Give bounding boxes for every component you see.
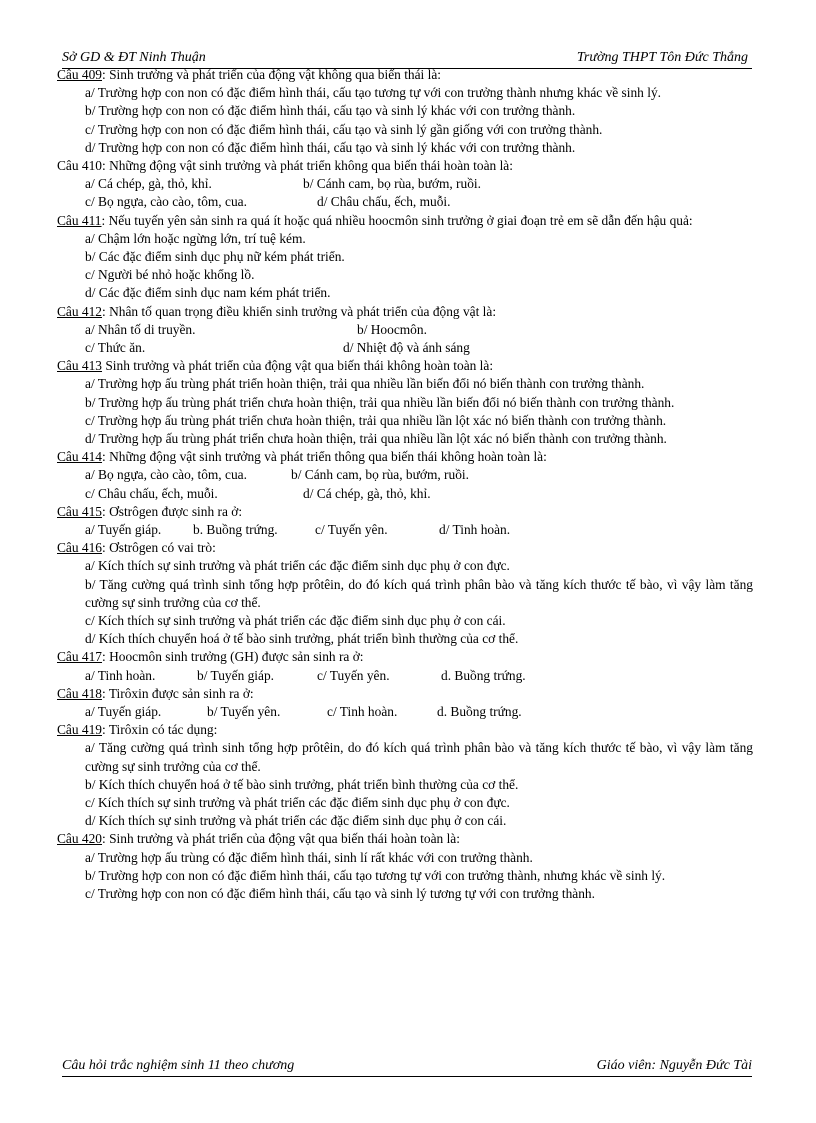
option-411-b: b/ Các đặc điểm sinh dục phụ nữ kém phát triển. — [85, 249, 345, 264]
question-416: Câu 416: Ơstrôgen có vai trò: — [57, 540, 216, 556]
page-footer — [62, 1060, 752, 1077]
option-414-b: b/ Cánh cam, bọ rùa, bướm, ruồi. — [291, 467, 469, 483]
option-415-d: d/ Tinh hoàn. — [439, 521, 511, 537]
option-409-d: d/ Trường hợp con non có đặc điểm hình thái, cấu tạo và sinh lý khác với con trưởng thành. — [85, 139, 576, 155]
option-409-b: b/ Trường hợp con non có đặc điểm hình thái, cấu tạo và sinh lý khác với con trưởng thành. — [85, 103, 576, 119]
option-419-d: d/ Kích thích sự sinh trưởng và phát triển các đặc điểm sinh dục phụ ở con cái. — [85, 813, 507, 829]
option-410-c: c/ Bọ ngựa, cào cào, tôm, cua. — [85, 194, 247, 210]
question-419: Câu 419: Tirôxin có tác dụng: — [57, 722, 218, 738]
option-412-a: a/ Nhân tố di truyền. — [85, 321, 196, 337]
question-411: Câu 411: Nếu tuyến yên sản sinh ra quá ít hoặc quá nhiều hoocmôn sinh trưởng ở giai đoạn trẻ em sẽ dẫn đến hậu quả: — [57, 212, 693, 228]
option-412-d: d/ Nhiệt độ và ánh sáng — [343, 340, 470, 355]
header-left: Sở GD & ĐT Ninh Thuận — [62, 50, 206, 65]
option-410-d: d/ Châu chấu, ếch, muỗi. — [317, 194, 451, 210]
option-419-a: a/ Tăng cường quá trình sinh tổng hợp prôtêin, do đó kích quá trình phân bào và tăng kích thước tế bào, vì vậy làm tăng cường sự sinh trưởng của cơ thể. — [85, 740, 753, 774]
option-416-a: a/ Kích thích sự sinh trưởng và phát triển các đặc điểm sinh dục phụ ở con đực. — [85, 558, 510, 574]
option-413-d: d/ Trường hợp ấu trùng phát triển chưa hoàn thiện, trải qua nhiều lần lột xác nó biến thành con trưởng thành. — [85, 431, 667, 446]
options-415 — [85, 521, 753, 539]
question-409: Câu 409: Sinh trưởng và phát triển của động vật không qua biến thái là: — [57, 67, 442, 82]
option-419-c: c/ Kích thích sự sinh trưởng và phát triển các đặc điểm sinh dục phụ ở con đực. — [85, 794, 510, 810]
option-413-c: c/ Trường hợp ấu trùng phát triển chưa hoàn thiện, trải qua nhiều lần lột xác nó biến thành con trưởng thành. — [85, 412, 667, 428]
option-417-c: c/ Tuyến yên. — [317, 667, 390, 683]
option-412-b: b/ Hoocmôn. — [357, 321, 427, 337]
option-420-c: c/ Trường hợp con non có đặc điểm hình thái, cấu tạo và sinh lý tương tự với con trưởng thành. — [85, 886, 595, 901]
question-417: Câu 417: Hoocmôn sinh trưởng (GH) được sản sinh ra ở: — [57, 649, 364, 665]
option-416-c: c/ Kích thích sự sinh trưởng và phát triển các đặc điểm sinh dục phụ ở con cái. — [85, 612, 506, 628]
question-420: Câu 420: Sinh trưởng và phát triển của động vật qua biến thái hoàn toàn là: — [57, 831, 460, 847]
option-410-a: a/ Cá chép, gà, thỏ, khỉ. — [85, 176, 212, 192]
question-413: Câu 413 Sinh trưởng và phát triển của động vật qua biến thái không hoàn toàn là: — [57, 358, 494, 374]
option-415-c: c/ Tuyến yên. — [315, 521, 388, 537]
option-420-b: b/ Trường hợp con non có đặc điểm hình thái, cấu tạo tương tự với con trưởng thành, nhưng khác về sinh lý. — [85, 867, 666, 883]
header-right: Trường THPT Tôn Đức Thắng — [576, 50, 748, 65]
option-417-a: a/ Tinh hoàn. — [85, 667, 156, 683]
option-415-b: b. Buồng trứng. — [193, 521, 278, 537]
option-414-c: c/ Châu chấu, ếch, muỗi. — [85, 485, 218, 501]
footer-right: Giáo viên: Nguyễn Đức Tài — [596, 1058, 752, 1073]
question-412: Câu 412: Nhân tố quan trọng điều khiển sinh trưởng và phát triển của động vật là: — [57, 303, 497, 319]
question-418: Câu 418: Tirôxin được sản sinh ra ở: — [57, 685, 254, 701]
option-410-b: b/ Cánh cam, bọ rùa, bướm, ruồi. — [303, 176, 481, 192]
option-411-a: a/ Chậm lớn hoặc ngừng lớn, trí tuệ kém. — [85, 230, 306, 246]
options-410-cd — [85, 193, 753, 211]
question-415: Câu 415: Ơstrôgen được sinh ra ở: — [57, 503, 243, 519]
question-410: Câu 410: Những động vật sinh trưởng và phát triển không qua biến thái hoàn toàn là: — [57, 158, 513, 174]
option-418-a: a/ Tuyến giáp. — [85, 703, 162, 719]
options-412-ab — [85, 321, 753, 339]
option-418-d: d. Buồng trứng. — [437, 703, 522, 719]
option-414-d: d/ Cá chép, gà, thỏ, khỉ. — [303, 485, 431, 501]
options-414-ab — [85, 466, 753, 484]
option-409-c: c/ Trường hợp con non có đặc điểm hình thái, cấu tạo và sinh lý gần giống với con trưởng thành. — [85, 121, 603, 137]
option-415-a: a/ Tuyến giáp. — [85, 521, 162, 537]
option-416-b: b/ Tăng cường quá trình sinh tổng hợp prôtêin, do đó kích quá trình phân bào và tăng kích thước tế bào, vì vậy làm tăng cường sự sinh trưởng của cơ thể. — [85, 576, 753, 610]
option-411-d: d/ Các đặc điểm sinh dục nam kém phát triển. — [85, 285, 331, 301]
question-list — [57, 66, 753, 903]
option-409-a: a/ Trường hợp con non có đặc điểm hình thái, cấu tạo tương tự với con trưởng thành nhưng khác về sinh lý. — [85, 85, 661, 101]
option-416-d: d/ Kích thích chuyển hoá ở tế bào sinh trưởng, phát triển bình thường của cơ thể. — [85, 631, 519, 647]
options-418 — [85, 703, 753, 721]
option-419-b: b/ Kích thích chuyển hoá ở tế bào sinh trưởng, phát triển bình thường của cơ thể. — [85, 776, 519, 792]
option-411-c: c/ Người bé nhỏ hoặc khổng lồ. — [85, 267, 255, 283]
option-420-a: a/ Trường hợp ấu trùng có đặc điểm hình thái, sinh lí rất khác với con trưởng thành. — [85, 849, 533, 865]
option-417-d: d. Buồng trứng. — [441, 667, 526, 683]
question-414: Câu 414: Những động vật sinh trưởng và phát triển thông qua biến thái không hoàn toàn là: — [57, 449, 547, 465]
options-410-ab — [85, 175, 753, 193]
options-414-cd — [85, 485, 753, 503]
option-417-b: b/ Tuyến giáp. — [197, 667, 275, 683]
option-413-a: a/ Trường hợp ấu trùng phát triển hoàn thiện, trải qua nhiều lần biến đổi nó biến thành con trưởng thành. — [85, 376, 645, 392]
option-413-b: b/ Trường hợp ấu trùng phát triển chưa hoàn thiện, trải qua nhiều lần biến đổi nó biến thành con trưởng thành. — [85, 394, 675, 410]
footer-left: Câu hỏi trắc nghiệm sinh 11 theo chương — [62, 1058, 295, 1073]
option-418-c: c/ Tinh hoàn. — [327, 703, 398, 719]
option-418-b: b/ Tuyến yên. — [207, 703, 281, 719]
option-414-a: a/ Bọ ngựa, cào cào, tôm, cua. — [85, 467, 247, 483]
options-417 — [85, 667, 753, 685]
options-412-cd — [85, 339, 753, 357]
option-412-c: c/ Thức ăn. — [85, 340, 146, 355]
